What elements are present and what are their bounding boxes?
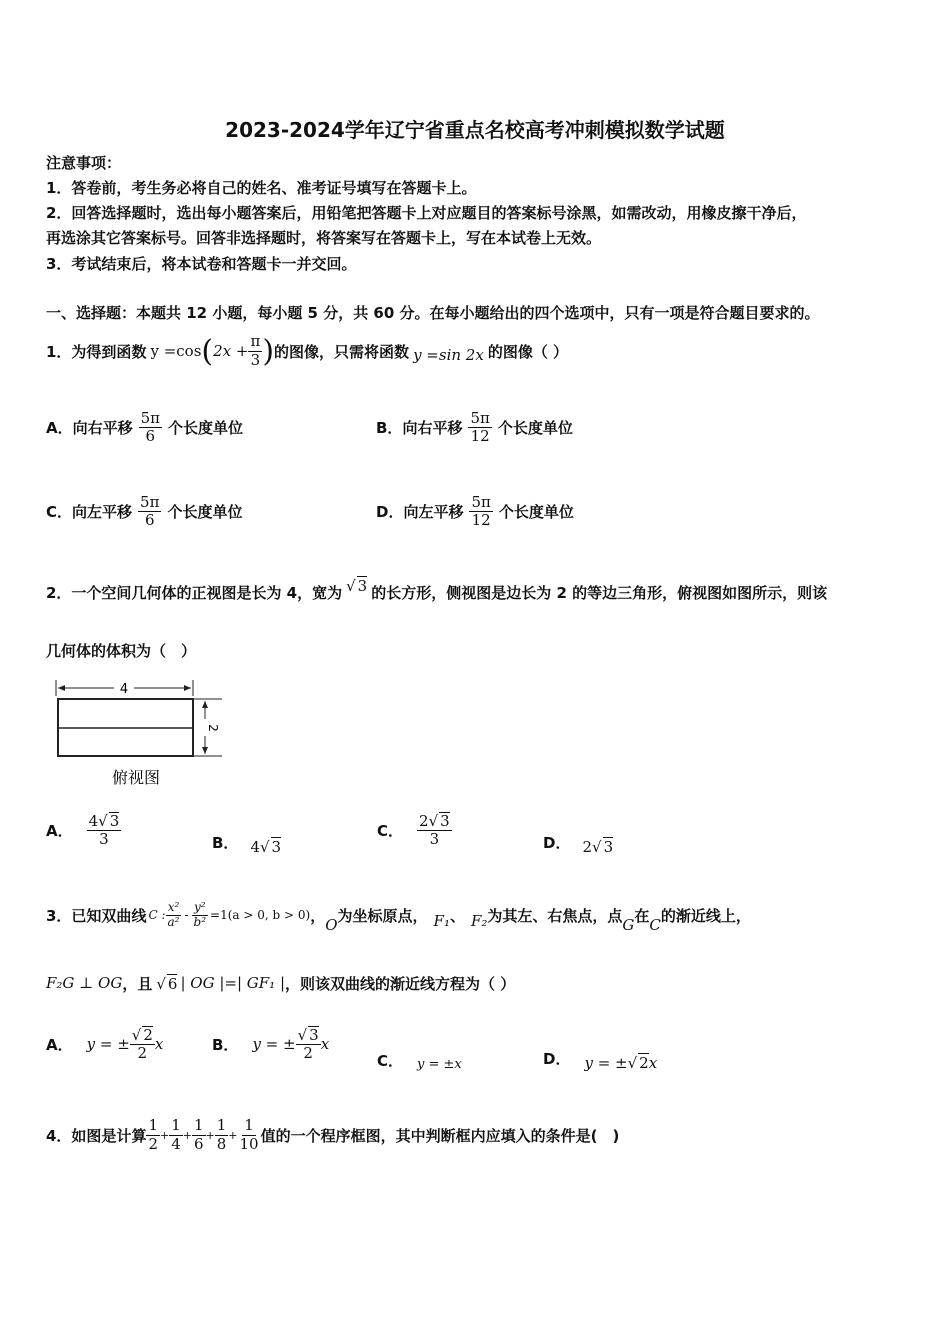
q1-func2: y =sin 2x — [413, 346, 484, 364]
question-3: 3．已知双曲线 C : $\frac{\text{x²}}{\text{a²}}$ - $\frac{\text{y²}}{\text{b²}}$ =1(a > 0, b > 0) ， O 为坐标原点， F₁ 、 F₂ 为其左、右焦点，点 G 在 C 的渐近线上， — [46, 899, 751, 934]
arrow-down-icon — [202, 747, 208, 754]
q3-option-c[interactable]: C． y = ±x — [377, 1052, 462, 1072]
q2-sqrt3: √ 3 — [346, 577, 368, 595]
figure-caption: 俯视图 — [111, 768, 161, 787]
q1-c-fraction: $\frac{5\pi}{6}$ — [140, 493, 160, 530]
q3-y2-over-b2: $\frac{\text{y²}}{\text{b²}}$ — [193, 899, 207, 929]
q1-suffix: 的图像（ ） — [487, 342, 569, 361]
q3-minus: - — [184, 908, 189, 922]
section-heading: 一、选择题：本题共 12 小题，每小题 5 分，共 60 分。在每小题给出的四个选项中，只有一项是符合题目要求的。 — [46, 304, 820, 322]
q1-option-a[interactable]: A． 向右平移 $\frac{5\pi}{6}$ 个长度单位 — [46, 409, 244, 446]
q1-option-d[interactable]: D． 向左平移 $\frac{5\pi}{12}$ 个长度单位 — [376, 493, 574, 530]
q2-option-d[interactable]: D． 2√ 3 — [543, 834, 614, 856]
width-label: 4 — [119, 682, 129, 697]
q2-line2: 几何体的体积为（ ） — [46, 642, 197, 660]
notice-item-2: 2．回答选择题时，选出每小题答案后，用铅笔把答题卡上对应题目的答案标号涂黑，如需改动，用橡皮擦干净后， — [46, 204, 807, 222]
q1-mid: 的图像，只需将函数 — [274, 342, 410, 361]
notice-heading: 注意事项： — [46, 154, 122, 172]
q3-origin: O — [325, 916, 338, 934]
question-3-line-2: F₂G ⊥ OG ，且 √ 6 | OG |=| GF₁ | ，则该双曲线的渐近线方程为（ ） — [46, 974, 516, 993]
q2-line1-b: 的长方形，侧视图是边长为 2 的等边三角形，俯视图如图所示，则该 — [371, 584, 828, 602]
left-paren: ( — [201, 333, 214, 369]
q1-d-fraction: $\frac{5\pi}{12}$ — [471, 493, 491, 530]
q3-option-b[interactable]: B． y = ± $\frac{√ 3}{2}$ x — [212, 1026, 330, 1063]
q2-option-c[interactable]: C． $\frac{2√ 3}{3}$ — [377, 812, 450, 849]
q3-prefix: 3．已知双曲线 — [46, 906, 147, 925]
q2-c-fraction: $\frac{2√ 3}{3}$ — [419, 812, 450, 849]
q3-d-sqrt: √ 2 — [627, 1054, 649, 1072]
q3-a-fraction: $\frac{√ 2}{2}$ — [131, 1026, 153, 1063]
top-view-figure — [52, 676, 227, 791]
q1-func1-arg: 2x + — [213, 342, 249, 360]
q2-option-a[interactable]: A． $\frac{4√ 3}{3}$ — [46, 812, 120, 849]
q3-eq: | OG |=| GF₁ | — [180, 974, 285, 992]
question-4: 4．如图是计算 $\frac{1}{2}$ + $\frac{1}{4}$ + $\frac{1}{6}$ + $\frac{1}{8}$ + $\frac{1}{10}$ 值的一个程序框图，其中判断框内应填入的条件是( ) — [46, 1116, 620, 1153]
arrow-up-icon — [202, 701, 208, 708]
q2-line1-a: 2．一个空间几何体的正视图是长为 4，宽为 — [46, 584, 343, 602]
q4-prefix: 4．如图是计算 — [46, 1126, 147, 1145]
q3-b-fraction: $\frac{√ 3}{2}$ — [297, 1026, 319, 1063]
page-title: 2023-2024学年辽宁省重点名校高考冲刺模拟数学试题 — [225, 118, 725, 142]
q1-prefix: 1．为得到函数 — [46, 342, 147, 361]
q3-perp: F₂G ⊥ OG — [46, 974, 123, 992]
q2-option-b[interactable]: B． 4√ 3 — [212, 834, 282, 856]
q2-a-fraction: $\frac{4√ 3}{3}$ — [88, 812, 120, 849]
q4-frac-4: $\frac{1}{8}$ — [216, 1116, 227, 1153]
notice-item-1: 1．答卷前，考生务必将自己的姓名、准考证号填写在答题卡上。 — [46, 179, 477, 197]
q2-b-expr: 4√ 3 — [250, 838, 282, 856]
question-2 — [46, 577, 828, 603]
q4-suffix: 值的一个程序框图，其中判断框内应填入的条件是( ) — [260, 1126, 620, 1145]
arrow-right-icon — [184, 685, 191, 691]
q3-c: C — [649, 916, 661, 934]
q3-x2-over-a2: $\frac{\text{x²}}{\text{a²}}$ — [167, 899, 180, 929]
q4-frac-3: $\frac{1}{6}$ — [193, 1116, 204, 1153]
q3-c-label: C : — [148, 908, 166, 922]
q1-b-fraction: $\frac{5\pi}{12}$ — [470, 409, 490, 446]
q3-condition: =1(a > 0, b > 0) — [210, 908, 311, 922]
q3-option-d[interactable]: D． y = ± √ 2 x — [543, 1050, 658, 1072]
q1-option-b[interactable]: B． 向右平移 $\frac{5\pi}{12}$ 个长度单位 — [376, 409, 573, 446]
notice-item-3: 3．考试结束后，将本试卷和答题卡一并交回。 — [46, 255, 357, 273]
right-paren: ) — [262, 333, 275, 369]
q1-pi-over-3: $\frac{\pi}{3}$ — [250, 332, 261, 369]
q3-option-a[interactable]: A． y = ± $\frac{√ 2}{2}$ x — [46, 1026, 164, 1063]
q1-a-fraction: $\frac{5\pi}{6}$ — [140, 409, 161, 446]
question-1 — [46, 326, 568, 376]
q4-frac-5: $\frac{1}{10}$ — [239, 1116, 259, 1153]
q4-frac-2: $\frac{1}{4}$ — [171, 1116, 181, 1153]
q2-d-expr: 2√ 3 — [582, 838, 614, 856]
q4-frac-1: $\frac{1}{2}$ — [148, 1116, 158, 1153]
arrow-left-icon — [58, 685, 65, 691]
height-label: 2 — [206, 724, 220, 732]
q3-g: G — [622, 916, 635, 934]
q1-option-c[interactable]: C． 向左平移 $\frac{5\pi}{6}$ 个长度单位 — [46, 493, 243, 530]
q1-func1-lhs: y =cos — [150, 342, 202, 360]
q3-f1: F₁ — [433, 912, 450, 930]
notice-item-2-cont: 再选涂其它答案标号。回答非选择题时，将答案写在答题卡上，写在本试卷上无效。 — [46, 229, 602, 247]
q3-f2: F₂ — [470, 912, 488, 930]
q3-sqrt6: √ 6 — [156, 974, 178, 993]
